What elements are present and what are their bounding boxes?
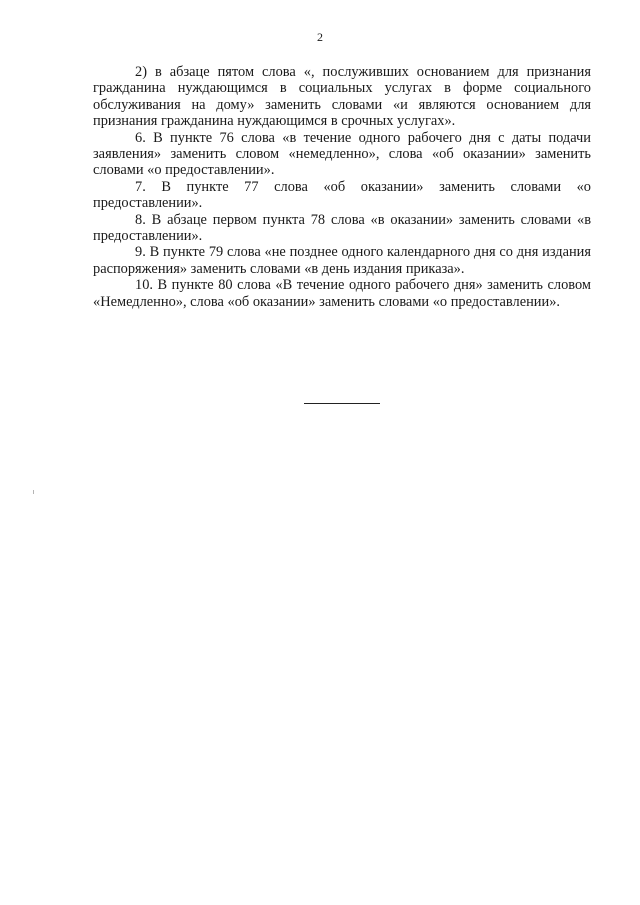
paragraph-9: 9. В пункте 79 слова «не позднее одного календарного дня со дня издания распоряжения» заменить словами «в день издания приказа». [93,244,591,277]
document-body [93,64,591,310]
margin-mark [33,490,34,494]
page-number: 2 [317,30,323,44]
paragraph-10: 10. В пункте 80 слова «В течение одного рабочего дня» заменить словом «Немедленно», слова «об оказании» заменить словами «о предоставлении». [93,277,591,310]
paragraph-7: 7. В пункте 77 слова «об оказании» заменить словами «о предоставлении». [93,178,591,212]
closing-divider-line [304,403,380,404]
paragraph-8: 8. В абзаце первом пункта 78 слова «в оказании» заменить словами «в предоставлении». [93,211,591,245]
paragraph-2: 2) в абзаце пятом слова «, послуживших основанием для признания гражданина нуждающимся в социальных услугах в форме социального обслуживания на дому» заменить словами «и являются основанием для признания гражданина нуждающимся в срочных услугах». [93,64,591,130]
paragraph-6: 6. В пункте 76 слова «в течение одного рабочего дня с даты подачи заявления» заменить словом «немедленно», слова «об оказании» заменить словами «о предоставлении». [93,129,591,179]
